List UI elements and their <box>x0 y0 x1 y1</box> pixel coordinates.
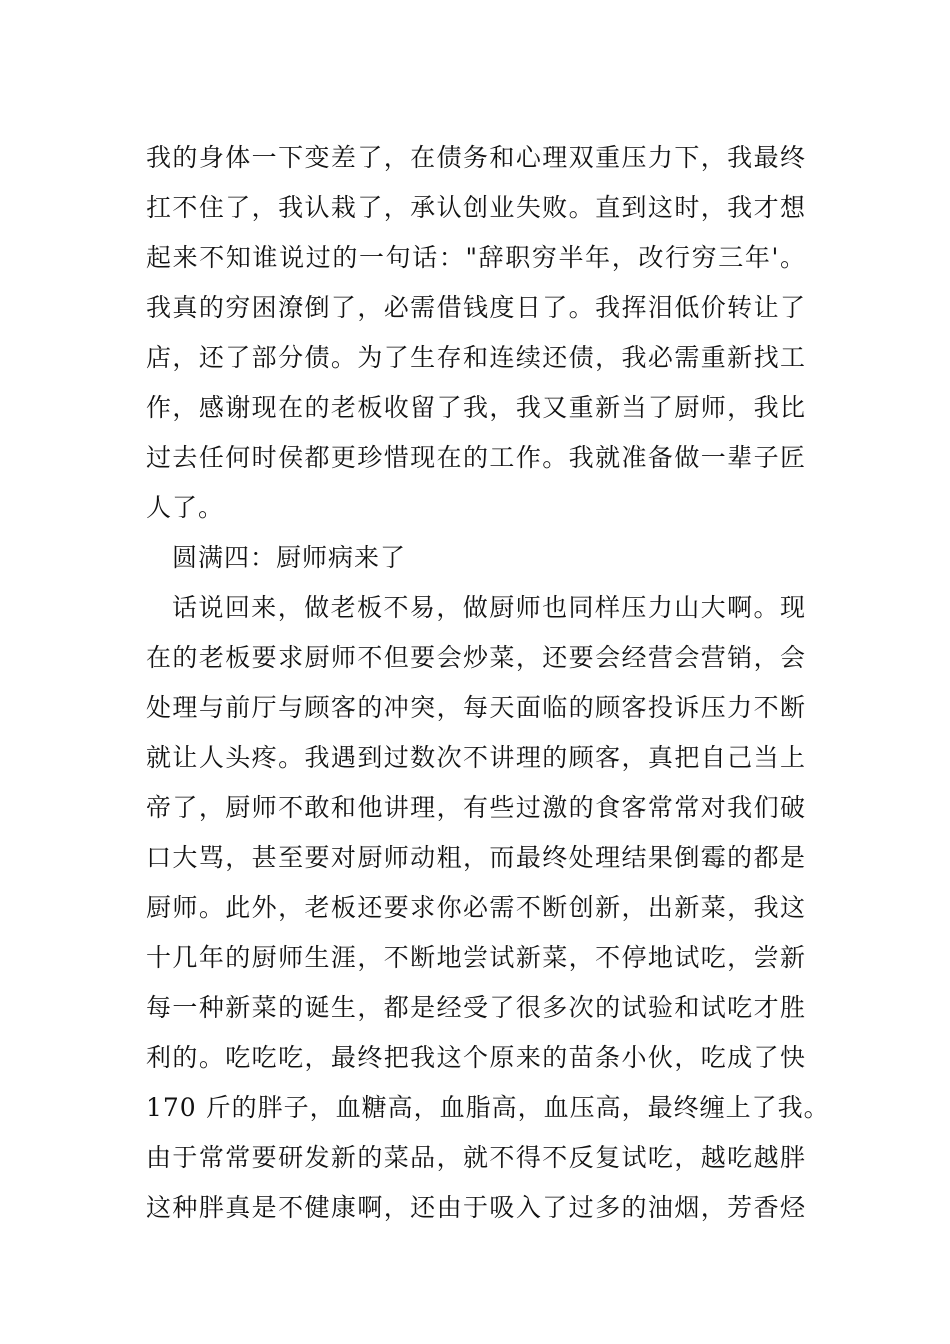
text-line: 处理与前厅与顾客的冲突，每天面临的顾客投诉压力不断 <box>146 693 806 722</box>
text-line: 话说回来，做老板不易，做厨师也同样压力山大啊。现 <box>172 593 806 622</box>
text-line: 在的老板要求厨师不但要会炒菜，还要会经营会营销，会 <box>146 643 806 672</box>
text-line: 作，感谢现在的老板收留了我，我又重新当了厨师，我比 <box>146 393 806 422</box>
text-line: 每一种新菜的诞生，都是经受了很多次的试验和试吃才胜 <box>146 993 806 1022</box>
text-line: 店，还了部分债。为了生存和连续还债，我必需重新找工 <box>146 343 806 372</box>
text-line: 我真的穷困潦倒了，必需借钱度日了。我挥泪低价转让了 <box>146 293 806 322</box>
text-line: 利的。吃吃吃，最终把我这个原来的苗条小伙，吃成了快 <box>146 1043 806 1072</box>
text-line: 起来不知谁说过的一句话："辞职穷半年，改行穷三年'。 <box>146 243 806 272</box>
text-line: 由于常常要研发新的菜品，就不得不反复试吃，越吃越胖 <box>146 1143 806 1172</box>
text-line: 就让人头疼。我遇到过数次不讲理的顾客，真把自己当上 <box>146 743 806 772</box>
text-line: 170 斤的胖子，血糖高，血脂高，血压高，最终缠上了我。 <box>146 1093 830 1122</box>
text-line: 过去任何时侯都更珍惜现在的工作。我就准备做一辈子匠 <box>146 443 806 472</box>
text-line: 扛不住了，我认栽了，承认创业失败。直到这时，我才想 <box>146 193 806 222</box>
text-line: 这种胖真是不健康啊，还由于吸入了过多的油烟，芳香烃 <box>146 1193 806 1222</box>
text-line: 口大骂，甚至要对厨师动粗，而最终处理结果倒霉的都是 <box>146 843 806 872</box>
text-line: 我的身体一下变差了，在债务和心理双重压力下，我最终 <box>146 143 806 172</box>
document-body <box>146 133 830 1233</box>
text-line: 帝了，厨师不敢和他讲理，有些过激的食客常常对我们破 <box>146 793 806 822</box>
text-line: 十几年的厨师生涯，不断地尝试新菜，不停地试吃，尝新 <box>146 943 806 972</box>
text-line: 厨师。此外，老板还要求你必需不断创新，出新菜，我这 <box>146 893 806 922</box>
text-line: 人了。 <box>146 493 225 522</box>
section-heading: 圆满四：厨师病来了 <box>172 543 407 572</box>
